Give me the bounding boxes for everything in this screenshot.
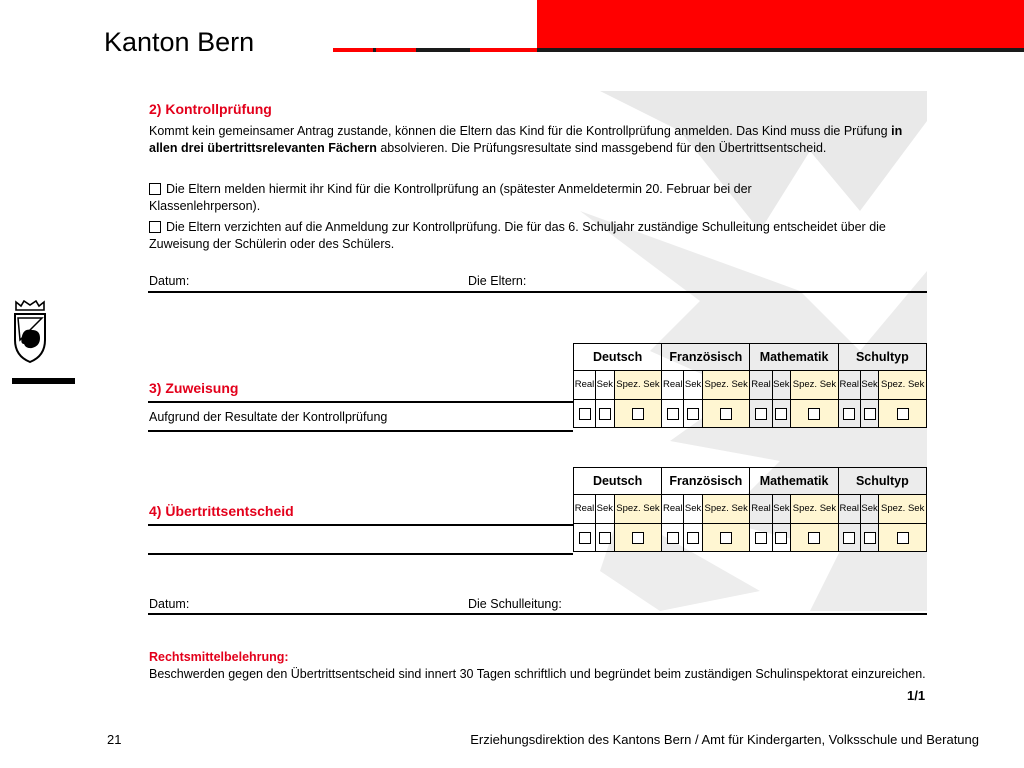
option2-checkbox[interactable] — [149, 221, 161, 233]
subject-header: Mathematik — [750, 468, 838, 495]
subheader-sek: Sek — [684, 495, 703, 524]
subheader-spez: Spez. Sek — [614, 495, 662, 524]
checkbox-spez[interactable] — [808, 532, 820, 544]
subheader-spez: Spez. Sek — [879, 371, 927, 400]
subheader-spez: Spez. Sek — [879, 495, 927, 524]
checkbox-real[interactable] — [579, 408, 591, 420]
subheader-sek: Sek — [772, 371, 791, 400]
checkbox-sek[interactable] — [775, 408, 787, 420]
grade-cell — [684, 524, 703, 552]
rechtsmittel-text: Beschwerden gegen den Übertrittsentscheid sind innert 30 Tagen schriftlich und begründet beim zuständigen Schulinspektorat einzureichen. — [149, 667, 926, 681]
subject-header: Französisch — [662, 344, 750, 371]
section3-title: 3) Zuweisung — [149, 380, 239, 396]
grade-cell — [791, 524, 839, 552]
subheader-sek: Sek — [860, 495, 879, 524]
checkbox-spez[interactable] — [632, 408, 644, 420]
checkbox-sek[interactable] — [687, 532, 699, 544]
option1-text: Die Eltern melden hiermit ihr Kind für die Kontrollprüfung an (spätester Anmeldetermin 20. Februar bei der Klassenlehrperson). — [149, 182, 752, 213]
rechtsmittel-title: Rechtsmittelbelehrung: — [149, 650, 289, 664]
subject-header: Schultyp — [838, 468, 926, 495]
subheader-sek: Sek — [596, 371, 615, 400]
grade-cell — [772, 400, 791, 428]
checkbox-spez[interactable] — [720, 532, 732, 544]
grade-cell — [702, 400, 750, 428]
checkbox-real[interactable] — [579, 532, 591, 544]
subheader-spez: Spez. Sek — [791, 495, 839, 524]
checkbox-real[interactable] — [843, 532, 855, 544]
subject-header: Mathematik — [750, 344, 838, 371]
eltern-label: Die Eltern: — [468, 274, 527, 288]
subheader-spez: Spez. Sek — [614, 371, 662, 400]
subject-header: Französisch — [662, 468, 750, 495]
subheader-real: Real — [750, 371, 772, 400]
header-red-block — [537, 0, 1024, 49]
subheader-real: Real — [838, 495, 860, 524]
header-rule-accent — [333, 48, 373, 52]
grade-cell — [574, 524, 596, 552]
subheader-spez: Spez. Sek — [702, 371, 750, 400]
grade-cell — [596, 400, 615, 428]
grade-cell — [860, 400, 879, 428]
section2-intro-b: absolvieren. Die Prüfungsresultate sind massgebend für den Übertrittsentscheid. — [376, 141, 827, 155]
grade-cell — [596, 524, 615, 552]
grade-cell — [860, 524, 879, 552]
grade-cell — [662, 524, 684, 552]
bern-crest-icon — [10, 300, 50, 364]
subject-header: Deutsch — [574, 468, 662, 495]
checkbox-real[interactable] — [843, 408, 855, 420]
footer-text: Erziehungsdirektion des Kantons Bern / Amt für Kindergarten, Volksschule und Beratung — [470, 732, 979, 747]
grade-cell — [702, 524, 750, 552]
section3-row-label: Aufgrund der Resultate der Kontrollprüfung — [149, 410, 388, 424]
header-rule-accent — [470, 48, 537, 52]
option1-row[interactable] — [149, 181, 839, 215]
option2-text: Die Eltern verzichten auf die Anmeldung zur Kontrollprüfung. Die für das 6. Schuljahr zuständige Schulleitung entscheidet über die Zuweisung der Schülerin oder des Schülers. — [149, 220, 886, 251]
datum-label: Datum: — [149, 274, 190, 288]
section4-rule — [148, 524, 573, 526]
signature-line-2 — [148, 613, 927, 615]
schulleitung-label: Die Schulleitung: — [468, 597, 562, 611]
section4-rule — [148, 553, 573, 555]
subheader-sek: Sek — [860, 371, 879, 400]
checkbox-sek[interactable] — [599, 532, 611, 544]
checkbox-sek[interactable] — [864, 532, 876, 544]
checkbox-sek[interactable] — [687, 408, 699, 420]
grade-cell — [879, 524, 927, 552]
checkbox-sek[interactable] — [864, 408, 876, 420]
subheader-sek: Sek — [684, 371, 703, 400]
option1-checkbox[interactable] — [149, 183, 161, 195]
grade-cell — [662, 400, 684, 428]
grade-cell — [614, 524, 662, 552]
subheader-real: Real — [838, 371, 860, 400]
subheader-real: Real — [662, 495, 684, 524]
section3-rule — [148, 430, 573, 432]
checkbox-sek[interactable] — [599, 408, 611, 420]
section3-rule — [148, 401, 573, 403]
zuweisung-table — [573, 343, 927, 428]
checkbox-real[interactable] — [667, 532, 679, 544]
slide-number: 21 — [107, 732, 122, 747]
subheader-spez: Spez. Sek — [702, 495, 750, 524]
header-rule — [333, 48, 1024, 52]
grade-cell — [750, 400, 772, 428]
signature-line — [148, 291, 927, 293]
grade-cell — [574, 400, 596, 428]
grade-cell — [879, 400, 927, 428]
checkbox-real[interactable] — [755, 532, 767, 544]
subheader-real: Real — [574, 495, 596, 524]
checkbox-spez[interactable] — [897, 408, 909, 420]
section2-intro-a: Kommt kein gemeinsamer Antrag zustande, können die Eltern das Kind für die Kontrollprüfung anmelden. Das Kind muss die Prüfung — [149, 124, 892, 138]
section2-intro — [149, 123, 919, 157]
datum-label-2: Datum: — [149, 597, 190, 611]
subheader-sek: Sek — [772, 495, 791, 524]
section4-title: 4) Übertrittsentscheid — [149, 503, 294, 519]
grade-cell — [750, 524, 772, 552]
subheader-spez: Spez. Sek — [791, 371, 839, 400]
grade-cell — [838, 400, 860, 428]
subject-header: Schultyp — [838, 344, 926, 371]
checkbox-spez[interactable] — [808, 408, 820, 420]
subheader-sek: Sek — [596, 495, 615, 524]
subheader-real: Real — [574, 371, 596, 400]
checkbox-sek[interactable] — [775, 532, 787, 544]
grade-cell — [684, 400, 703, 428]
subheader-real: Real — [662, 371, 684, 400]
grade-cell — [614, 400, 662, 428]
uebertritt-table — [573, 467, 927, 552]
page-count: 1/1 — [907, 688, 926, 703]
checkbox-spez[interactable] — [897, 532, 909, 544]
header-rule-accent — [376, 48, 416, 52]
option2-row[interactable] — [149, 219, 919, 253]
grade-cell — [838, 524, 860, 552]
subject-header: Deutsch — [574, 344, 662, 371]
section2-intro-bold: in allen drei übertrittsrelevanten Fächern — [149, 124, 903, 155]
checkbox-spez[interactable] — [720, 408, 732, 420]
crest-bar — [12, 378, 75, 384]
section2-title: 2) Kontrollprüfung — [149, 101, 272, 117]
grade-cell — [791, 400, 839, 428]
page-title: Kanton Bern — [104, 27, 255, 57]
grade-cell — [772, 524, 791, 552]
checkbox-spez[interactable] — [632, 532, 644, 544]
checkbox-real[interactable] — [667, 408, 679, 420]
checkbox-real[interactable] — [755, 408, 767, 420]
subheader-real: Real — [750, 495, 772, 524]
